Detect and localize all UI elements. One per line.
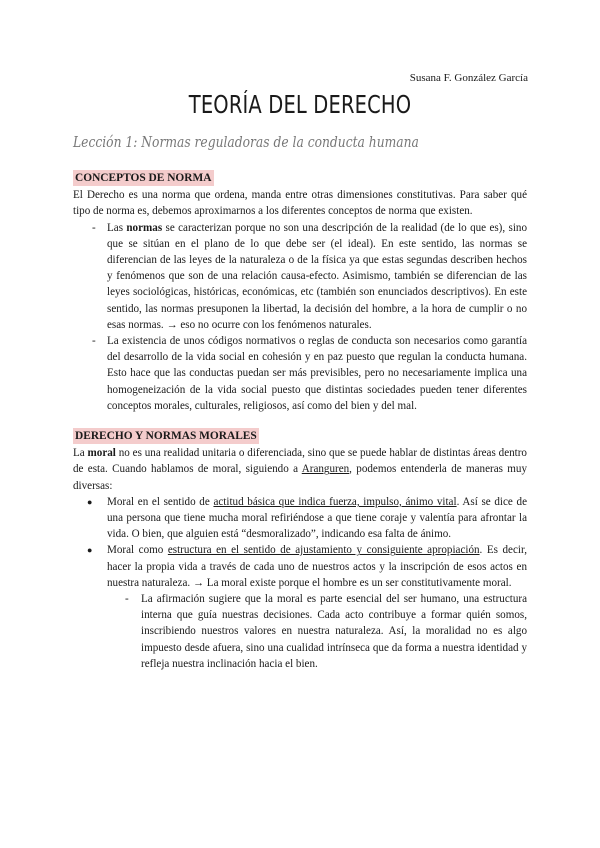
- document-body: [73, 170, 527, 672]
- section-intro: [73, 445, 527, 494]
- bold-term: moral: [87, 447, 116, 460]
- author-name: Susana F. González García: [409, 72, 528, 84]
- bullet-marker: ●: [87, 545, 93, 556]
- bullet-marker: ●: [87, 496, 93, 507]
- list-item: [73, 220, 527, 333]
- text-span: . Es decir, hacer la propia vida a través de cada uno de nuestros actos y la inscripción de esos actos en nuestra naturaleza. → La moral existe porque el hombre es un ser constitutivamente moral.: [107, 544, 527, 589]
- text-span: no es una realidad unitaria o diferenciada, sino que se puede hablar de distintas áreas dentro de esta. Cuando hablamos de moral, siguiendo a: [73, 447, 527, 476]
- text-span: Moral en el sentido de: [107, 495, 214, 508]
- list-item: [73, 542, 527, 591]
- aranguren-link[interactable]: Aranguren: [301, 463, 350, 476]
- lesson-subtitle: Lección 1: Normas reguladoras de la conducta humana: [73, 133, 419, 151]
- dash-marker: -: [92, 221, 96, 234]
- list-item: [73, 591, 527, 672]
- underlined-phrase: actitud básica que indica fuerza, impulso, ánimo vital: [213, 495, 457, 508]
- section-heading: CONCEPTOS DE NORMA: [73, 170, 214, 186]
- text-span: La: [73, 447, 88, 460]
- bullet-list: [73, 494, 527, 591]
- document-title: TEORÍA DEL DERECHO: [188, 90, 412, 119]
- dash-marker: -: [125, 593, 129, 606]
- list-item: [73, 333, 527, 414]
- section-intro: El Derecho es una norma que ordena, manda entre otras dimensiones constitutivas. Para saber qué tipo de norma es, debemos aproximarnos a los diferentes conceptos de norma que existen.: [73, 189, 527, 218]
- text-span: . Así se dice de una persona que tiene mucha moral refiriéndose a que tiene coraje y valentía para afrontar la vida. O bien, que alguien está “desmoralizado”, indicando esa falta de ánimo.: [107, 495, 527, 541]
- section-heading: DERECHO Y NORMAS MORALES: [73, 428, 259, 444]
- section-conceptos-de-norma: [73, 170, 527, 414]
- text-span: Moral como: [107, 544, 168, 557]
- text-span: La existencia de unos códigos normativos o reglas de conducta son necesarios como garantía del desarrollo de la vida social en cohesión y en paz puesto que regulan la conducta humana. Esto hace que las conductas puedan ser más previsibles, pero no necesariamente implica una homogeneización de la vida social puesto que distintas sociedades pueden tener diferentes conceptos morales, culturales, religiosos, así como del bien y del mal.: [107, 335, 527, 412]
- text-span: Las: [107, 221, 127, 234]
- text-span: se caracterizan porque no son una descripción de la realidad (de lo que es), sino que se sitúan en el plano de lo que debe ser (el ideal). En este sentido, las normas se diferencian de las leyes de la naturaleza o de la física ya que estas segundas describen hechos y fenómenos que son de una relación causa-efecto. Asimismo, también se diferencian de las leyes sociológicas, históricas, económicas, etc (también son enunciados descriptivos). En este sentido, las normas presuponen la libertad, la decisión del hombre, a la hora de cumplir o no esas normas. → eso no ocurre con los fenómenos naturales.: [107, 221, 528, 331]
- dash-marker: -: [92, 335, 96, 348]
- list-item: [73, 494, 527, 543]
- text-span: , podemos entenderla de maneras muy diversas:: [73, 463, 528, 492]
- section-derecho-y-normas-morales: [73, 428, 527, 672]
- bold-term: normas: [126, 221, 163, 234]
- sub-list: [73, 591, 527, 672]
- underlined-phrase: estructura en el sentido de ajustamiento y consiguiente apropiación: [167, 544, 480, 557]
- dash-list: [73, 220, 527, 414]
- text-span: La afirmación sugiere que la moral es parte esencial del ser humano, una estructura interna que guía nuestras decisiones. Cada acto contribuye a formar quién somos, inscribiendo nuestros valores en nuestra naturaleza. Así, la moralidad no es algo impuesto desde afuera, sino una cualidad intrínseca que da forma a nuestra identidad y refleja nuestra inclinación hacia el bien.: [141, 593, 527, 670]
